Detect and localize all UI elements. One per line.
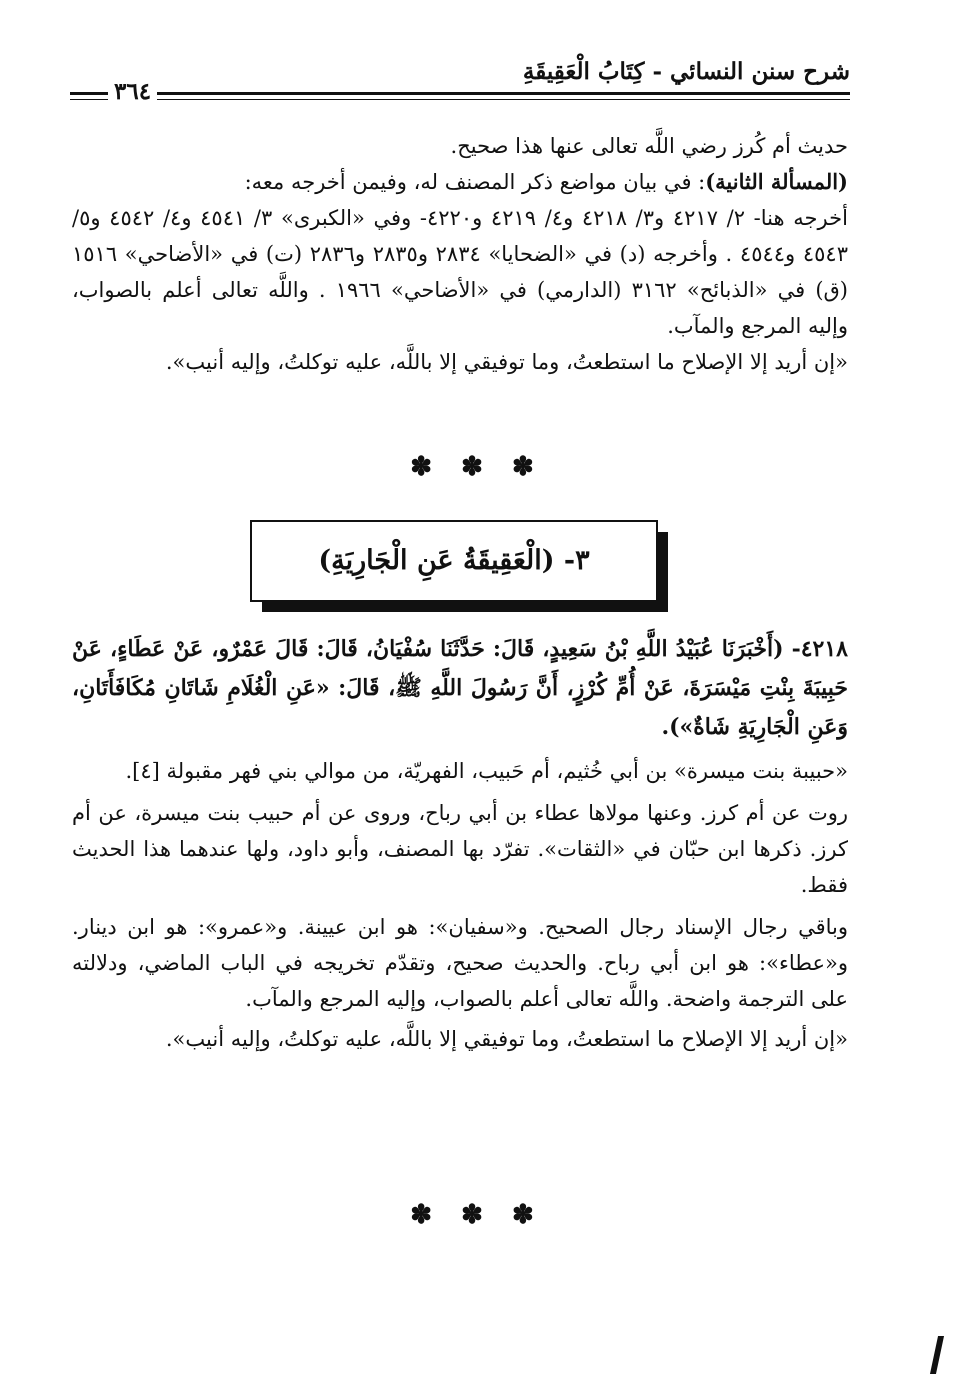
header-rule-thick [70,92,850,95]
page-number: ٣٦٤ [108,78,157,105]
section-2 [72,630,848,1057]
paragraph: وباقي رجال الإسناد رجال الصحيح. و«سفيان»: هو ابن عيينة. و«عمرو»: هو ابن دينار. و«عطاء»: هو ابن أبي رباح. والحديث صحيح، وتقدّم تخريجه في الباب الماضي، ودلالته على الترجمة واضحة. واللَّه تعالى أعلم بالصواب، وإليه المرجع والمآب. [72,915,848,1011]
paragraph: «حبيبة بنت ميسرة» بن أبي خُثيم، أم حَبيب، الفهريّة، من موالي بني فهر مقبولة [٤]. [125,759,848,783]
closing-prayer: «إن أريد إلا الإصلاح ما استطعتُ، وما توفيقي إلا باللَّه، عليه توكلتُ، وإليه أنيب». [165,1027,848,1051]
paragraph: روت عن أم كرز. وعنها مولاها عطاء بن أبي رباح، وروى عن أم حبيب بنت ميسرة، عن أم كرز. ذكرها ابن حبّان في «الثقات». تفرّد بها المصنف، وأبو داود، ولها عندهما هذا الحديث فقط. [72,801,848,897]
paragraph: أخرجه هنا- ٢/ ٤٢١٧ و٣/ ٤٢١٨ و٤/ ٤٢١٩ و٤٢٢٠- وفي «الكبرى» ٣/ ٤٥٤١ و٤/ ٤٥٤٢ و٥/ ٤٥٤٣ و٤٥٤٤ . وأخرجه (د) في «الضحايا» ٢٨٣٤ و٢٨٣٥ و٢٨٣٦ (ت) في «الأضاحي» ١٥١٦ (ق) في «الذبائح» ٣١٦٢ (الدارمي) في «الأضاحي» ١٩٦٦ . واللَّه تعالى أعلم بالصواب، وإليه المرجع والمآب. [72,206,849,338]
section-1 [72,128,848,380]
header-rule-thin [70,99,850,100]
paragraph: حديث أم كُرز رضي اللَّه تعالى عنها هذا صحيح. [450,134,848,158]
separator-stars: ✽ ✽ ✽ [410,1200,544,1230]
issue-text: : في بيان مواضع ذكر المصنف له، وفيمن أخرجه معه: [244,170,706,194]
page-header [70,52,850,104]
issue-label: (المسألة الثانية) [705,169,848,194]
scan-edge-mark [930,1336,944,1374]
running-title: شرح سنن النسائي - كِتَابُ الْعَقِيقَةِ [522,58,850,85]
hadith-text: ٤٢١٨- (أَخْبَرَنَا عُبَيْدُ اللَّهِ بْنُ سَعِيدٍ، قَالَ: حَدَّثَنَا سُفْيَانُ، قَالَ: قَالَ عَمْرٌو، عَنْ عَطَاءٍ، عَنْ حَبِيبَةَ بِنْتِ مَيْسَرَةَ، عَنْ أُمِّ كُرْزٍ، أَنَّ رَسُولَ اللَّهِ ﷺ، قَالَ: «عَنِ الْغُلَامِ شَاتَانِ مُكَافَأَتَانِ، وَعَنِ الْجَارِيَةِ شَاةٌ»). [72,636,848,740]
separator-stars: ✽ ✽ ✽ [410,452,544,482]
closing-prayer: «إن أريد إلا الإصلاح ما استطعتُ، وما توفيقي إلا باللَّه، عليه توكلتُ، وإليه أنيب». [165,350,848,374]
chapter-title: ٣- (الْعَقِيقَةُ عَنِ الْجَارِيَةِ) [318,545,590,576]
paragraph [72,164,848,200]
chapter-heading-box [250,520,658,602]
